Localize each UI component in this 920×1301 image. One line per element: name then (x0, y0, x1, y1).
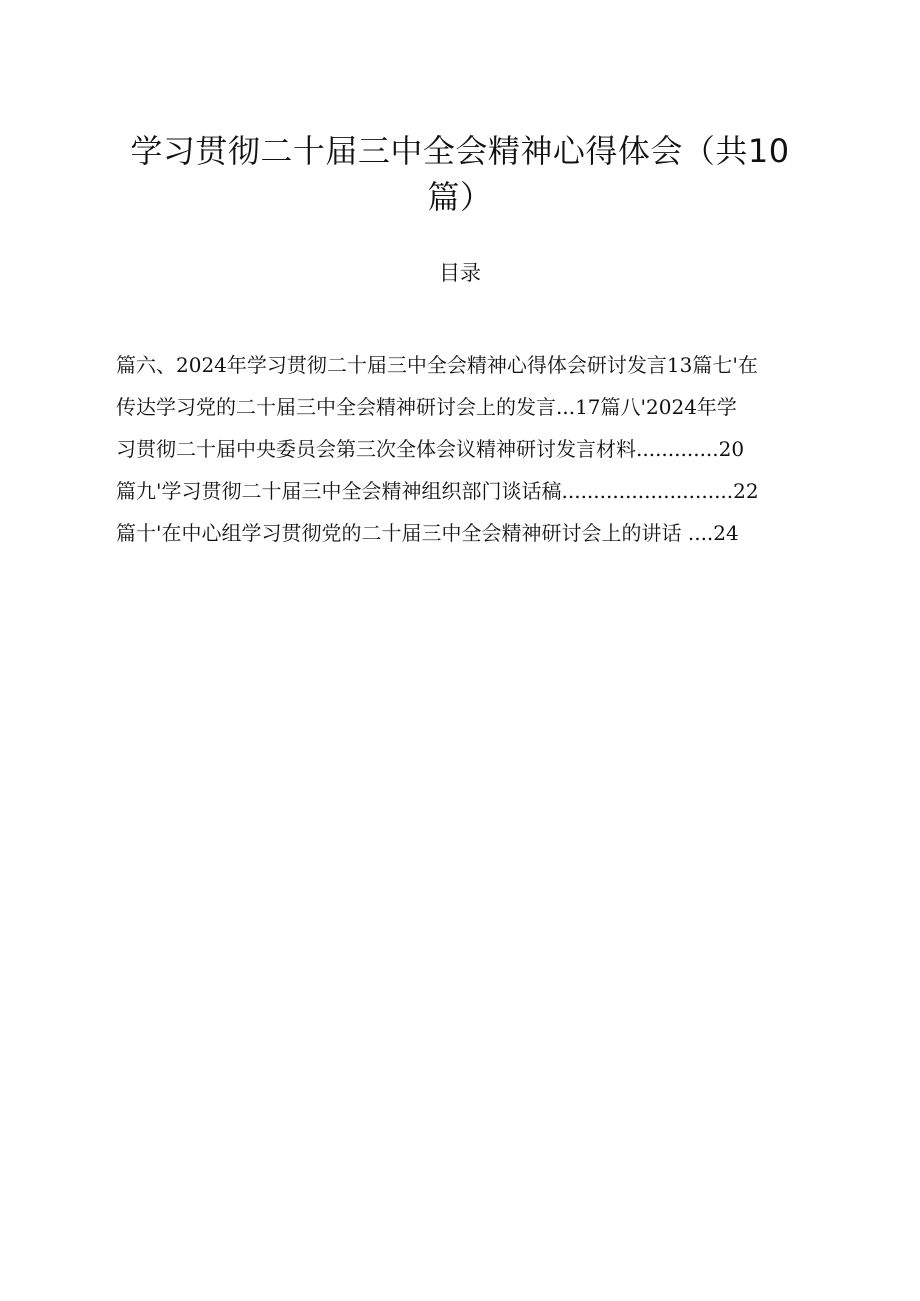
toc-line-1: 篇六、2024年学习贯彻二十届三中全会精神心得体会研讨发言13篇七'在 (116, 353, 758, 377)
toc-line-3: 习贯彻二十届中央委员会第三次全体会议精神研讨发言材料.............20 (116, 437, 745, 461)
title-line-2: 篇） (427, 178, 493, 216)
title-line-1: 学习贯彻二十届三中全会精神心得体会（共10 (130, 132, 790, 170)
toc-line-2: 传达学习党的二十届三中全会精神研讨会上的发言...17篇八'2024年学 (116, 395, 737, 419)
toc-heading: 目录 (439, 261, 481, 285)
table-of-contents (116, 344, 836, 554)
toc-line-4: 篇九'学习贯彻二十届三中全会精神组织部门谈话稿...........................22 (116, 479, 759, 503)
document-title (110, 128, 810, 220)
toc-line-5: 篇十'在中心组学习贯彻党的二十届三中全会精神研讨会上的讲话 ....24 (116, 521, 739, 545)
